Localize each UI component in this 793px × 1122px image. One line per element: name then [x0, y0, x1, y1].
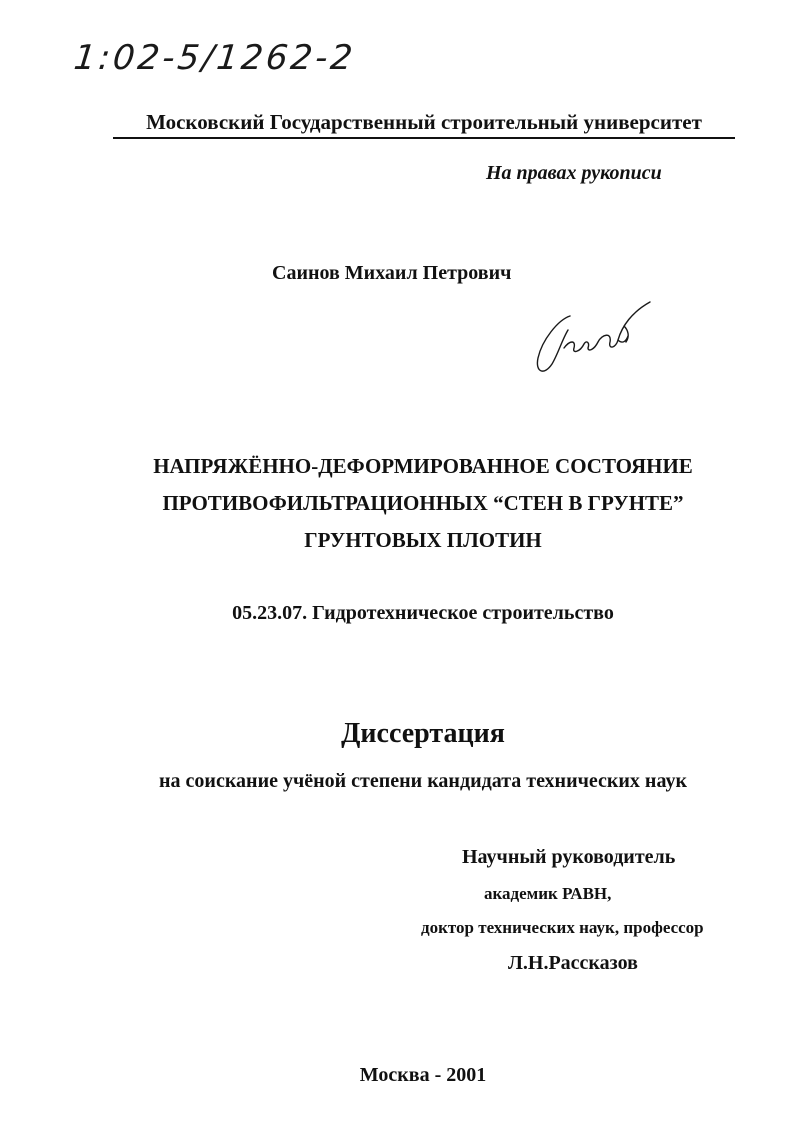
supervisor-title-2: доктор технических наук, профессор: [421, 918, 704, 937]
university-name: Московский Государственный строительный университет: [113, 110, 735, 139]
title-line-2: ПРОТИВОФИЛЬТРАЦИОННЫХ “СТЕН В ГРУНТЕ”: [162, 491, 684, 515]
supervisor-title-1: академик РАВН,: [484, 884, 612, 903]
supervisor-name: Л.Н.Рассказов: [508, 952, 638, 974]
archive-code-handwritten: 1:02-5/1262-2: [71, 38, 358, 78]
author-signature: [528, 296, 658, 380]
title-line-3: ГРУНТОВЫХ ПЛОТИН: [304, 528, 542, 552]
author-name: Саинов Михаил Петрович: [272, 262, 512, 284]
city-year: Москва - 2001: [359, 1064, 487, 1086]
dissertation-title: [100, 448, 746, 559]
manuscript-rights-note: На правах рукописи: [486, 162, 662, 184]
document-type: Диссертация: [341, 718, 505, 749]
supervisor-heading: Научный руководитель: [462, 846, 676, 868]
title-line-1: НАПРЯЖЁННО-ДЕФОРМИРОВАННОЕ СОСТОЯНИЕ: [153, 454, 693, 478]
specialty-code: 05.23.07. Гидротехническое строительство: [232, 602, 614, 624]
degree-statement: на соискание учёной степени кандидата технических наук: [159, 770, 687, 792]
